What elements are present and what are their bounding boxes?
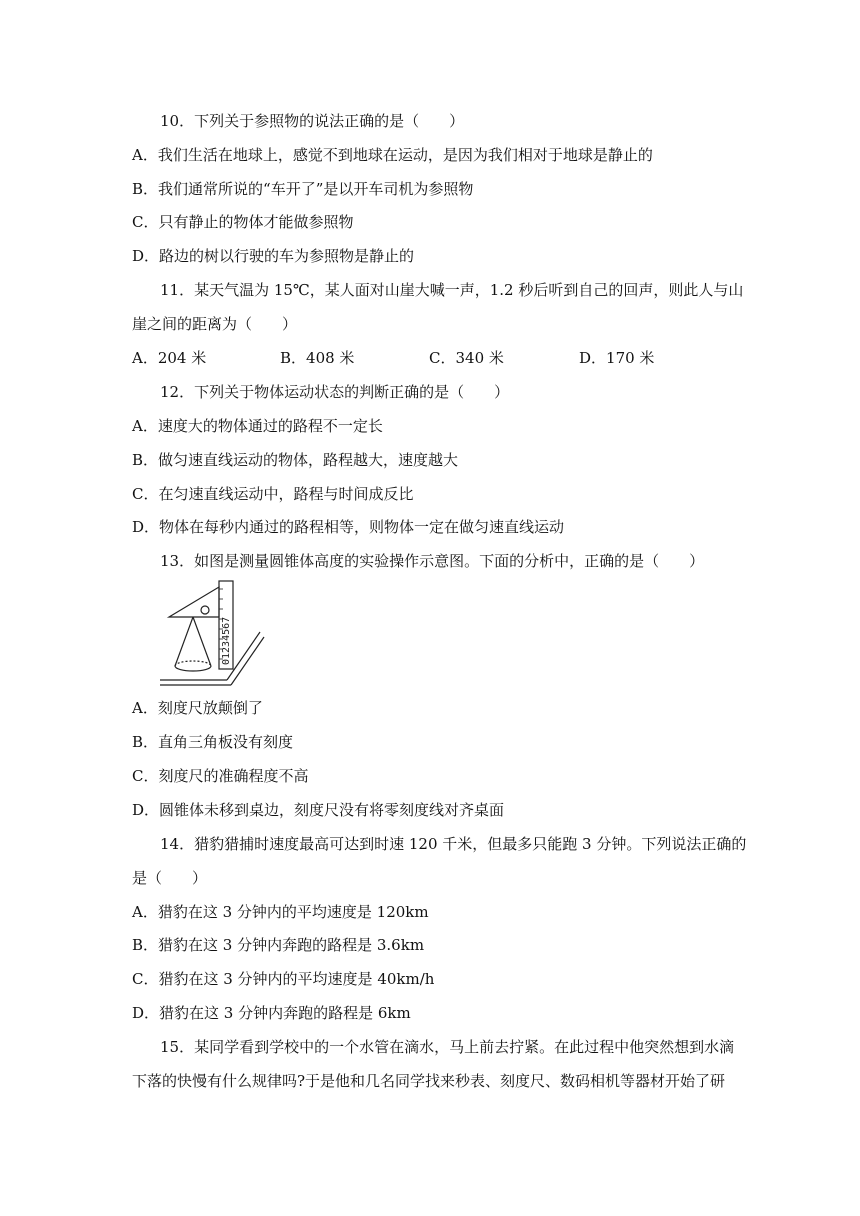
question-10-option-a: A．我们生活在地球上，感觉不到地球在运动，是因为我们相对于地球是静止的	[132, 146, 653, 164]
question-10-option-d: D．路边的树以行驶的车为参照物是静止的	[132, 247, 415, 265]
question-11-stem-line1: 11．某天气温为 15℃，某人面对山崖大喊一声，1.2 秒后听到自己的回声，则此人与山	[160, 281, 744, 299]
question-10-option-b: B．我们通常所说的“车开了”是以开车司机为参照物	[132, 180, 474, 198]
question-13-option-b: B．直角三角板没有刻度	[132, 733, 294, 751]
question-12-option-d: D．物体在每秒内通过的路程相等，则物体一定在做匀速直线运动	[132, 518, 565, 536]
question-11-option-c: C．340 米	[429, 349, 504, 367]
question-12-stem: 12．下列关于物体运动状态的判断正确的是（ ）	[160, 383, 510, 401]
question-12-option-b: B．做匀速直线运动的物体，路程越大，速度越大	[132, 451, 459, 469]
question-14-stem-line2: 是（ ）	[132, 869, 208, 887]
question-14-stem-line1: 14．猎豹猎捕时速度最高可达到时速 120 千米，但最多只能跑 3 分钟。下列说法正确的	[160, 835, 747, 853]
question-10-stem: 10．下列关于参照物的说法正确的是（ ）	[160, 112, 465, 130]
vertical-ruler	[219, 581, 233, 669]
set-square	[169, 587, 219, 617]
question-14-option-a: A．猎豹在这 3 分钟内的平均速度是 120km	[132, 903, 429, 921]
question-14-option-d: D．猎豹在这 3 分钟内奔跑的路程是 6km	[132, 1004, 411, 1022]
question-11-option-b: B．408 米	[280, 349, 355, 367]
question-13-option-c: C．刻度尺的准确程度不高	[132, 767, 309, 785]
question-12-option-c: C．在匀速直线运动中，路程与时间成反比	[132, 485, 414, 503]
cone-measurement-figure	[155, 577, 267, 689]
question-13-option-d: D．圆锥体未移到桌边，刻度尺没有将零刻度线对齐桌面	[132, 801, 505, 819]
question-12-option-a: A．速度大的物体通过的路程不一定长	[132, 417, 383, 435]
question-11-stem-line2: 崖之间的距离为（ ）	[132, 315, 298, 333]
question-15-stem-line1: 15．某同学看到学校中的一个水管在滴水，马上前去拧紧。在此过程中他突然想到水滴	[160, 1038, 735, 1056]
table-surface	[160, 632, 264, 685]
question-11-option-a: A．204 米	[132, 349, 207, 367]
question-11-options-row	[132, 348, 732, 368]
ruler-digits: 01234567	[221, 616, 232, 665]
question-13-stem: 13．如图是测量圆锥体高度的实验操作示意图。下面的分析中，正确的是（ ）	[160, 552, 705, 570]
question-14-option-c: C．猎豹在这 3 分钟内的平均速度是 40km/h	[132, 970, 435, 988]
question-10-option-c: C．只有静止的物体才能做参照物	[132, 213, 354, 231]
question-11-option-d: D．170 米	[579, 349, 655, 367]
question-13-option-a: A．刻度尺放颠倒了	[132, 699, 263, 717]
question-15-stem-line2: 下落的快慢有什么规律吗?于是他和几名同学找来秒表、刻度尺、数码相机等器材开始了研	[132, 1072, 726, 1090]
question-14-option-b: B．猎豹在这 3 分钟内奔跑的路程是 3.6km	[132, 936, 425, 954]
cone	[175, 617, 211, 671]
